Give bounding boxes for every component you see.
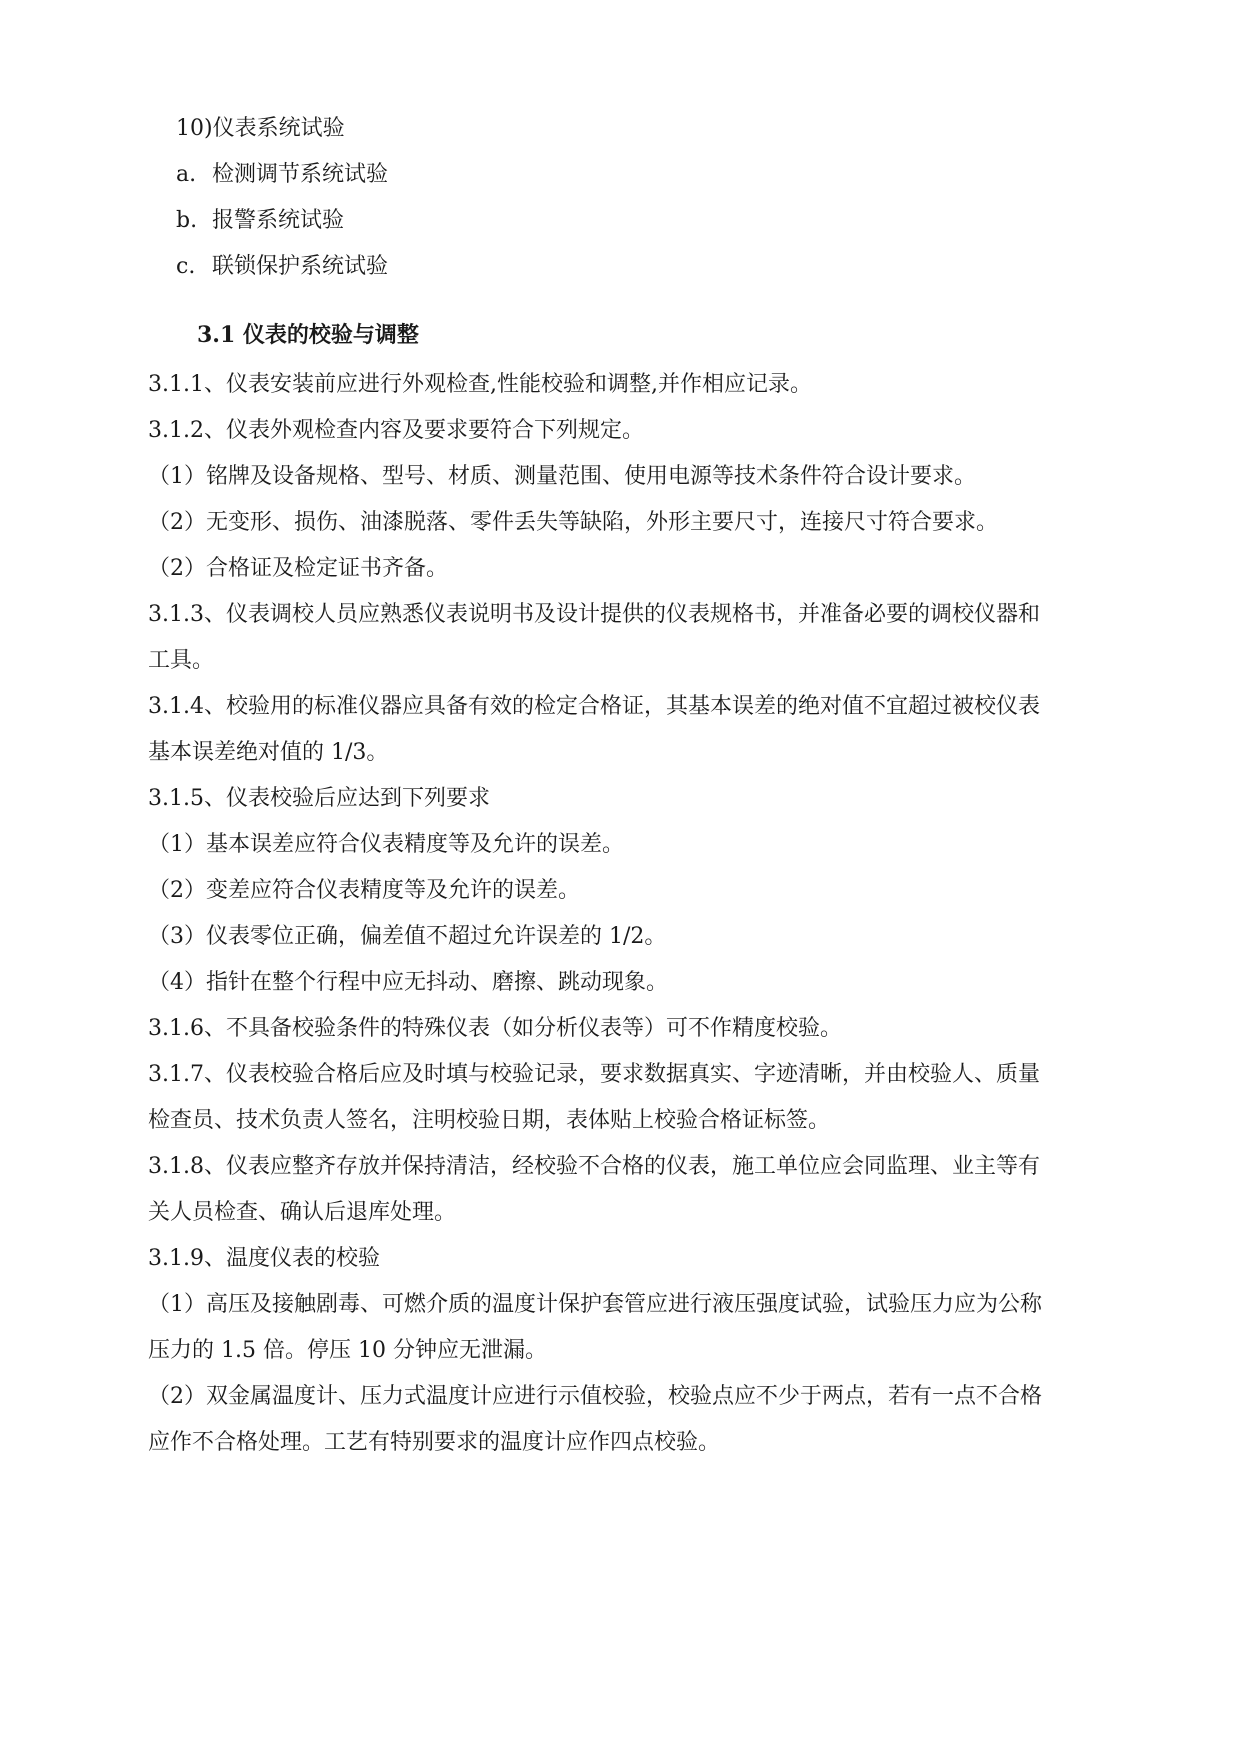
- paragraph-line: （2）双金属温度计、压力式温度计应进行示值校验，校验点应不少于两点，若有一点不合格: [148, 1384, 1043, 1409]
- list-label: b.: [176, 208, 198, 233]
- paragraph-line: 3.1.3、仪表调校人员应熟悉仪表说明书及设计提供的仪表规格书，并准备必要的调校仪器和: [148, 602, 1040, 627]
- paragraph-line: 基本误差绝对值的 1/3。: [148, 740, 389, 765]
- paragraph-line: 检查员、技术负责人签名，注明校验日期，表体贴上校验合格证标签。: [148, 1108, 831, 1133]
- list-label: c.: [176, 254, 196, 279]
- paragraph-line: 关人员检查、确认后退库处理。: [148, 1200, 457, 1225]
- list-text: 报警系统试验: [212, 208, 345, 233]
- list-label: a.: [176, 162, 197, 187]
- list-text: 检测调节系统试验: [212, 162, 389, 187]
- paragraph-line: （2）变差应符合仪表精度等及允许的误差。: [148, 878, 580, 903]
- paragraph-line: （1）高压及接触剧毒、可燃介质的温度计保护套管应进行液压强度试验，试验压力应为公称: [148, 1292, 1043, 1317]
- paragraph-line: 3.1.1、仪表安装前应进行外观检查,性能校验和调整,并作相应记录。: [148, 372, 812, 397]
- paragraph-line: 工具。: [148, 648, 215, 673]
- list-item-c: [176, 252, 1176, 282]
- list-item-a: [176, 160, 1176, 190]
- list-item-b: [176, 206, 1176, 236]
- paragraph-line: （3）仪表零位正确，偏差值不超过允许误差的 1/2。: [148, 924, 667, 949]
- paragraph-line: 3.1.2、仪表外观检查内容及要求要符合下列规定。: [148, 418, 644, 443]
- section-10-title: 10)仪表系统试验: [176, 116, 345, 141]
- paragraph-line: 应作不合格处理。工艺有特别要求的温度计应作四点校验。: [148, 1430, 721, 1455]
- paragraph-line: 3.1.6、不具备校验条件的特殊仪表（如分析仪表等）可不作精度校验。: [148, 1016, 842, 1041]
- list-text: 联锁保护系统试验: [212, 254, 389, 279]
- paragraph-line: （1）基本误差应符合仪表精度等及允许的误差。: [148, 832, 624, 857]
- section-heading-3-1: 3.1 仪表的校验与调整: [197, 322, 419, 348]
- paragraph-line: 3.1.9、温度仪表的校验: [148, 1246, 380, 1271]
- paragraph-line: （2）合格证及检定证书齐备。: [148, 556, 448, 581]
- paragraph-line: （4）指针在整个行程中应无抖动、磨擦、跳动现象。: [148, 970, 668, 995]
- paragraph-line: （1）铭牌及设备规格、型号、材质、测量范围、使用电源等技术条件符合设计要求。: [148, 464, 976, 489]
- paragraph-line: 3.1.7、仪表校验合格后应及时填与校验记录，要求数据真实、字迹清晰，并由校验人、质量: [148, 1062, 1040, 1087]
- paragraph-line: 3.1.8、仪表应整齐存放并保持清洁，经校验不合格的仪表，施工单位应会同监理、业主等有: [148, 1154, 1040, 1179]
- paragraph-line: 3.1.5、仪表校验后应达到下列要求: [148, 786, 490, 811]
- paragraph-line: （2）无变形、损伤、油漆脱落、零件丢失等缺陷，外形主要尺寸，连接尺寸符合要求。: [148, 510, 998, 535]
- paragraph-line: 3.1.4、校验用的标准仪器应具备有效的检定合格证，其基本误差的绝对值不宜超过被校仪表: [148, 694, 1040, 719]
- paragraph-line: 压力的 1.5 倍。停压 10 分钟应无泄漏。: [148, 1338, 547, 1363]
